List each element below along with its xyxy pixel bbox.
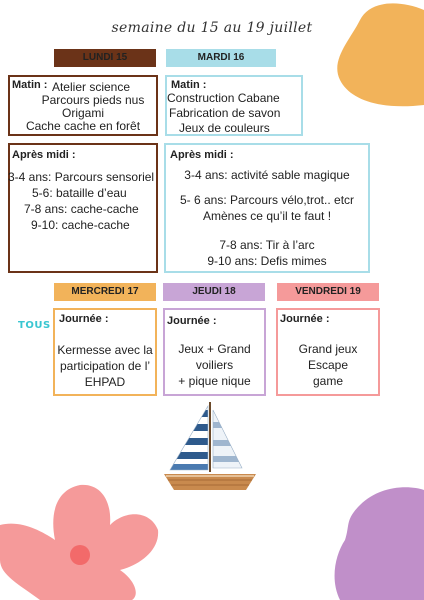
activity-item: voiliers	[195, 358, 234, 372]
purple-blob-shape	[330, 485, 424, 600]
day-label-vendredi: VENDREDI 19	[277, 283, 379, 301]
activity-item: Atelier science	[51, 80, 131, 94]
activity-item: Cache cache en forêt	[25, 119, 141, 133]
day-label-lundi: LUNDI 15	[54, 49, 156, 67]
activity-item: + pique nique	[178, 374, 251, 388]
mardi-apres-midi-line-5: 9-10 ans: Defis mimes	[207, 254, 327, 268]
activity-item: Jeux + Grand	[178, 342, 251, 356]
day-label-mercredi: MERCREDI 17	[54, 283, 156, 301]
jeudi-journee-list	[165, 341, 264, 389]
mardi-apres-midi-line-3: Amènes ce qu’il te faut !	[202, 209, 332, 223]
vendredi-journee-list	[278, 341, 378, 389]
activity-item: participation de l’	[59, 359, 151, 373]
mercredi-journee-header: Journée :	[59, 313, 109, 325]
activity-item: Kermesse avec la	[57, 343, 153, 357]
tous-badge: TOUS	[18, 320, 51, 331]
mardi-matin-list	[167, 91, 301, 136]
day-label-mardi: MARDI 16	[166, 49, 276, 67]
activity-item: 5-6: bataille d’eau	[32, 186, 127, 200]
lundi-apres-midi-header: Après midi :	[12, 149, 76, 161]
activity-item: Origami	[61, 106, 104, 120]
activity-item: 3-4 ans: Parcours sensoriel	[8, 170, 155, 184]
lundi-matin-box	[8, 75, 158, 136]
jeudi-journee-box	[163, 308, 266, 396]
mercredi-journee-list	[55, 342, 155, 390]
activity-item: 7-8 ans: cache-cache	[24, 202, 139, 216]
lundi-matin-list	[10, 81, 156, 133]
mardi-apres-midi-line-2: 5- 6 ans: Parcours vélo,trot.. etcr	[179, 193, 355, 207]
activity-item: Fabrication de savon	[169, 106, 281, 120]
activity-item: EHPAD	[84, 375, 126, 389]
mardi-matin-header: Matin :	[171, 79, 207, 91]
day-label-jeudi: JEUDI 18	[163, 283, 265, 301]
mardi-apres-midi-box	[164, 143, 370, 273]
activity-item: Escape	[307, 358, 349, 372]
mercredi-journee-box	[53, 308, 157, 396]
pink-flower-shape	[0, 465, 160, 600]
orange-leaf-shape	[330, 0, 424, 110]
mardi-apres-midi-line-4: 7-8 ans: Tir à l’arc	[219, 238, 315, 252]
activity-item: Construction Cabane	[167, 91, 280, 105]
activity-item: Jeux de couleurs	[179, 121, 270, 135]
activity-item: game	[312, 374, 344, 388]
mardi-matin-box	[165, 75, 303, 136]
jeudi-journee-header: Journée :	[167, 315, 217, 327]
page-title: semaine du 15 au 19 juillet	[111, 20, 313, 36]
lundi-matin-header: Matin :	[12, 79, 48, 91]
vendredi-journee-header: Journée :	[280, 313, 330, 325]
mardi-apres-midi-header: Après midi :	[170, 149, 234, 161]
vendredi-journee-box	[276, 308, 380, 396]
activity-item: 9-10: cache-cache	[31, 218, 130, 232]
mardi-apres-midi-line-1: 3-4 ans: activité sable magique	[184, 168, 350, 182]
activity-item: Parcours pieds nus	[41, 93, 145, 107]
activity-item: Grand jeux	[298, 342, 358, 356]
sailboat-illustration	[160, 400, 260, 495]
lundi-apres-midi-list	[10, 169, 158, 233]
lundi-apres-midi-box	[8, 143, 158, 273]
